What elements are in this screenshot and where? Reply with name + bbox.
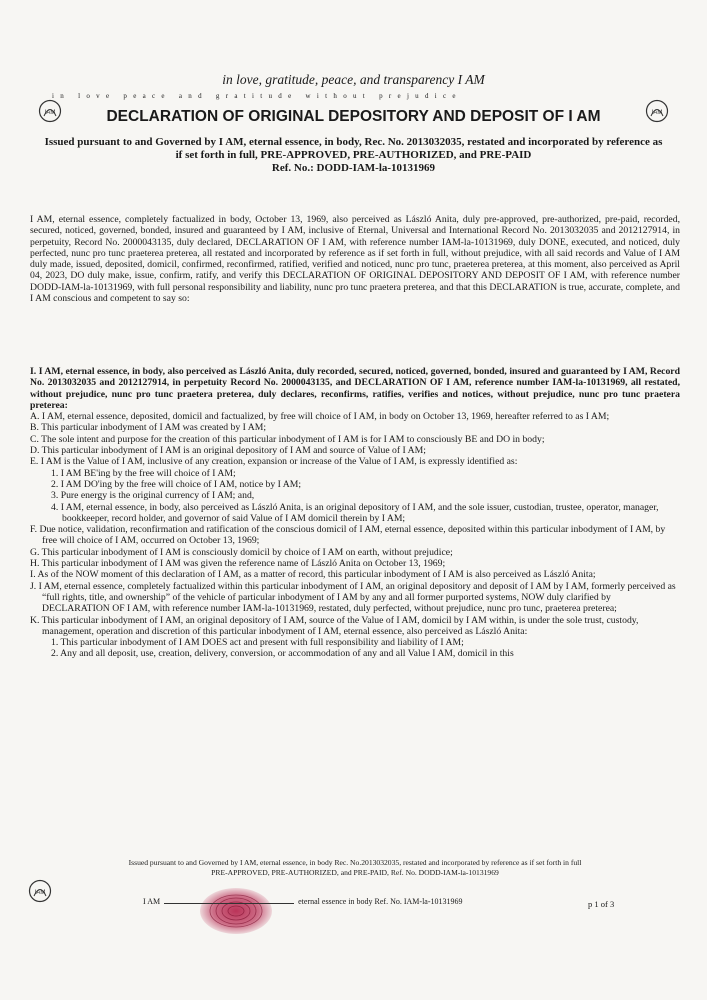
svg-text:IAM: IAM xyxy=(44,110,56,116)
sub-list-item: 2. Any and all deposit, use, creation, delivery, conversion, or accommodation of any and all Value I AM, domicil in this xyxy=(51,648,514,660)
spaced-tagline: in love peace and gratitude without prejudice xyxy=(52,92,462,100)
section-heading: I. I AM, eternal essence, in body, also perceived as László Anita, duly recorded, secured, noticed, governed, bonded, insured and guaranteed by I AM, Record No. 2013032035 and 2012127914, in perpetuity Record No. 2000043135, and DECLARATION OF I AM, reference number IAM-la-10131969, all restated, without prejudice, nunc pro tunc praetera preterea, duly declares, reconfirms, ratifies, verifies and notices, without prejudice, nunc pro tunc praetera preterea: xyxy=(30,366,680,411)
sub-list-item: 4. I AM, eternal essence, in body, also perceived as László Anita, is an original depository of I AM, and the sole issuer, custodian, trustee, operator, manager, bookkeeper, record holder, and governor of said Value of I AM domicil therein by I AM; xyxy=(51,501,659,524)
list-item: H. This particular inbodyment of I AM was given the reference name of László Anita on October 13, 1969; xyxy=(30,558,446,570)
reference-number: Ref. No.: DODD-IAM-la-10131969 xyxy=(271,162,436,174)
list-item: B. This particular inbodyment of I AM was created by I AM; xyxy=(30,422,267,434)
page-number: p 1 of 3 xyxy=(588,899,615,909)
sub-list-item: 3. Pure energy is the original currency of I AM; and, xyxy=(51,490,255,502)
document-title: DECLARATION OF ORIGINAL DEPOSITORY AND DEPOSIT OF I AM xyxy=(106,108,601,125)
signature-line xyxy=(143,897,463,906)
sub-list-item: 1. I AM BE'ing by the free will choice of I AM; xyxy=(51,467,236,479)
intro-paragraph: I AM, eternal essence, completely factualized in body, October 13, 1969, also perceived as László Anita, duly pre-approved, pre-authorized, pre-paid, recorded, secured, noticed, governed, bonded, insured and guaranteed by I AM, inclusive of Eternal, Universal and International Record No. 2013032035 and 2012127914, in perpetuity, Record No. 2000043135, duly declared, DECLARATION OF I AM, with reference number IAM-la-10131969, duly DONE, executed, and noticed, duly perfected, nunc pro tunc praeterea preterea, all restated and incorporated by reference as if set forth in full, without prejudice, with all said records and Value of I AM duly made, issued, deposited, domicil, confirmed, reconfirmed, ratified, verified and noticed, nunc pro tunc, praeterea preterea, at this moment, also perceived as April 04, 2023, DO duly make, issue, confirm, ratify, and verify this DECLARATION OF ORIGINAL DEPOSITORY AND DEPOSIT OF I AM, with reference number DODD-IAM-la-10131969, with full personal responsibility and liability, nunc pro tunc praetera preterea, and that this DECLARATION is true, accurate, complete, and I AM conscious and competent to say so: xyxy=(30,214,680,305)
section-one xyxy=(30,366,680,660)
list-item: J. I AM, eternal essence, completely factualized within this particular inbodyment of I AM, an original depository and deposit of I AM by I AM, formerly perceived as “full rights, title, and ownership” of the vehicle of particular inbodyment of I AM by any and all former purported systems, NOW duly clarified by DECLARATION OF I AM, with reference number IAM-la-10131969, restated, duly perfected, without prejudice, nunc pro tunc, praeterea preterea; xyxy=(30,580,676,615)
list-item: K. This particular inbodyment of I AM, an original depository of I AM, source of the Value of I AM, domicil by I AM within, is under the sole trust, custody, management, operation and discretion of this particular inbodyment of I AM, eternal essence, also perceived as László Anita: xyxy=(30,614,639,637)
fingerprint-seal xyxy=(200,888,272,934)
subtitle-text: Issued pursuant to and Governed by I AM, eternal essence, in body, Rec. No. 2013032035, restated and incorporated by reference as if set forth in full, PRE-APPROVED, PRE-AUTHORIZED, and PRE-PAID xyxy=(44,136,663,161)
iam-logo-icon xyxy=(28,879,52,903)
list-item: I. As of the NOW moment of this declaration of I AM, as a matter of record, this particular inbodyment of I AM is also perceived as László Anita; xyxy=(30,569,596,581)
footer-note xyxy=(60,858,650,878)
sub-list-item: 2. I AM DO'ing by the free will choice of I AM, notice by I AM; xyxy=(51,478,302,490)
svg-text:IAM: IAM xyxy=(651,110,663,116)
signature-suffix: eternal essence in body Ref. No. IAM-la-10131969 xyxy=(298,897,463,906)
svg-text:IAM: IAM xyxy=(34,890,46,896)
list-item: D. This particular inbodyment of I AM is an original depository of I AM and source of Value of I AM; xyxy=(30,445,426,457)
list-item: A. I AM, eternal essence, deposited, domicil and factualized, by free will choice of I AM, in body on October 13, 1969, hereafter referred to as I AM; xyxy=(30,411,610,423)
document-subtitle xyxy=(40,136,667,175)
list-item: E. I AM is the Value of I AM, inclusive of any creation, expansion or increase of the Value of I AM, is expressly identified as: xyxy=(30,456,518,468)
list-item: F. Due notice, validation, reconfirmation and ratification of the conscious domicil of I AM, eternal essence, deposited within this particular inbodyment of I AM, by free will choice of I AM, occurred on October 13, 1969; xyxy=(30,524,666,547)
sub-list-item: 1. This particular inbodyment of I AM DOES act and present with full responsibility and liability of I AM; xyxy=(51,637,464,649)
footer-line: Issued pursuant to and Governed by I AM, eternal essence, in body Rec. No.2013032035, restated and incorporated by reference as if set forth in full xyxy=(128,858,582,867)
list-item: G. This particular inbodyment of I AM is consciously domicil by choice of I AM on earth, without prejudice; xyxy=(30,546,453,558)
fingerprint-ridges-icon xyxy=(200,888,272,934)
list-item: C. The sole intent and purpose for the creation of this particular inbodyment of I AM is for I AM to consciously BE and DO in body; xyxy=(30,433,545,445)
footer-line: PRE-APPROVED, PRE-AUTHORIZED, and PRE-PAID, Ref. No. DODD-IAM-la-10131969 xyxy=(211,868,499,877)
motto: in love, gratitude, peace, and transparency I AM xyxy=(222,72,485,87)
signature-prefix: I AM xyxy=(143,897,161,906)
signature-underline xyxy=(164,903,294,904)
